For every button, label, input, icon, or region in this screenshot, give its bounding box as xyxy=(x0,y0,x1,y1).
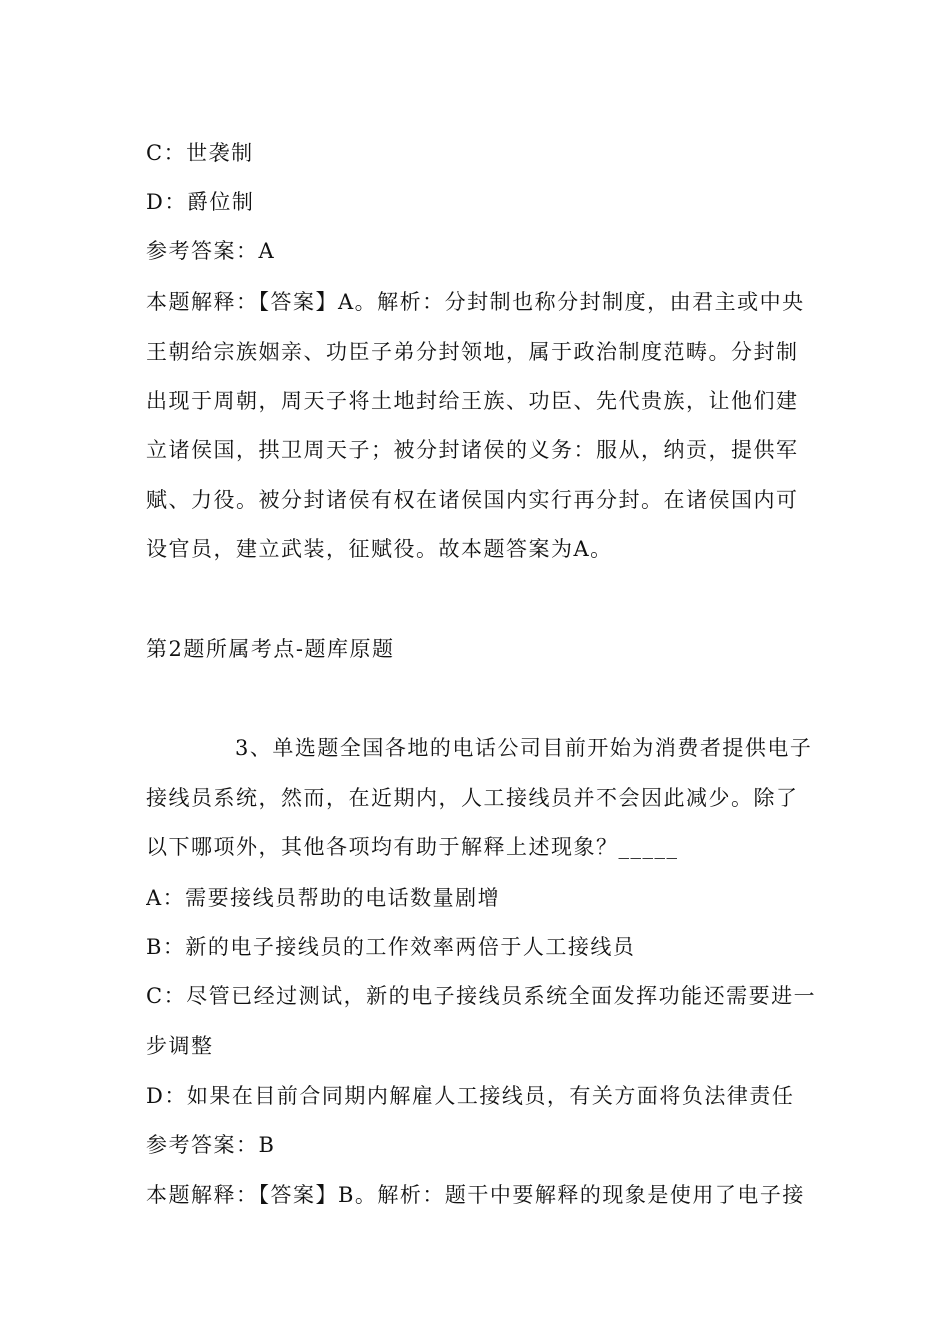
q3-option-a: A：需要接线员帮助的电话数量剧增 xyxy=(146,886,501,910)
q3-stem-line: 3、单选题全国各地的电话公司目前开始为消费者提供电子 xyxy=(235,736,813,760)
q3-answer: 参考答案：B xyxy=(146,1133,276,1157)
q2-explanation-line: 本题解释：【答案】A。解析：分封制也称分封制度，由君主或中央 xyxy=(146,290,805,314)
q2-topic: 第2题所属考点-题库原题 xyxy=(146,637,395,661)
q2-option-d: D：爵位制 xyxy=(146,190,255,214)
q3-stem-line: 接线员系统，然而，在近期内，人工接线员并不会因此减少。除了 xyxy=(146,786,799,810)
q2-answer: 参考答案：A xyxy=(146,239,276,263)
q2-explanation-line: 赋、力役。被分封诸侯有权在诸侯国内实行再分封。在诸侯国内可 xyxy=(146,488,799,512)
q2-option-c: C：世袭制 xyxy=(146,141,254,165)
q2-explanation-line: 出现于周朝，周天子将土地封给王族、功臣、先代贵族，让他们建 xyxy=(146,389,799,413)
q3-option-b: B：新的电子接线员的工作效率两倍于人工接线员 xyxy=(146,935,636,959)
q3-option-d: D：如果在目前合同期内解雇人工接线员，有关方面将负法律责任 xyxy=(146,1084,795,1108)
q2-explanation-line: 王朝给宗族姻亲、功臣子弟分封领地，属于政治制度范畴。分封制 xyxy=(146,340,799,364)
q3-stem-line: 以下哪项外，其他各项均有助于解释上述现象？_____ xyxy=(146,835,679,859)
q3-explanation-line: 本题解释：【答案】B。解析：题干中要解释的现象是使用了电子接 xyxy=(146,1183,805,1207)
q2-explanation-line: 立诸侯国，拱卫周天子；被分封诸侯的义务：服从，纳贡，提供军 xyxy=(146,438,799,462)
q3-option-c-line: 步调整 xyxy=(146,1034,214,1058)
q2-explanation-line: 设官员，建立武装，征赋役。故本题答案为A。 xyxy=(146,537,613,561)
q3-option-c-line: C：尽管已经过测试，新的电子接线员系统全面发挥功能还需要进一 xyxy=(146,984,816,1008)
